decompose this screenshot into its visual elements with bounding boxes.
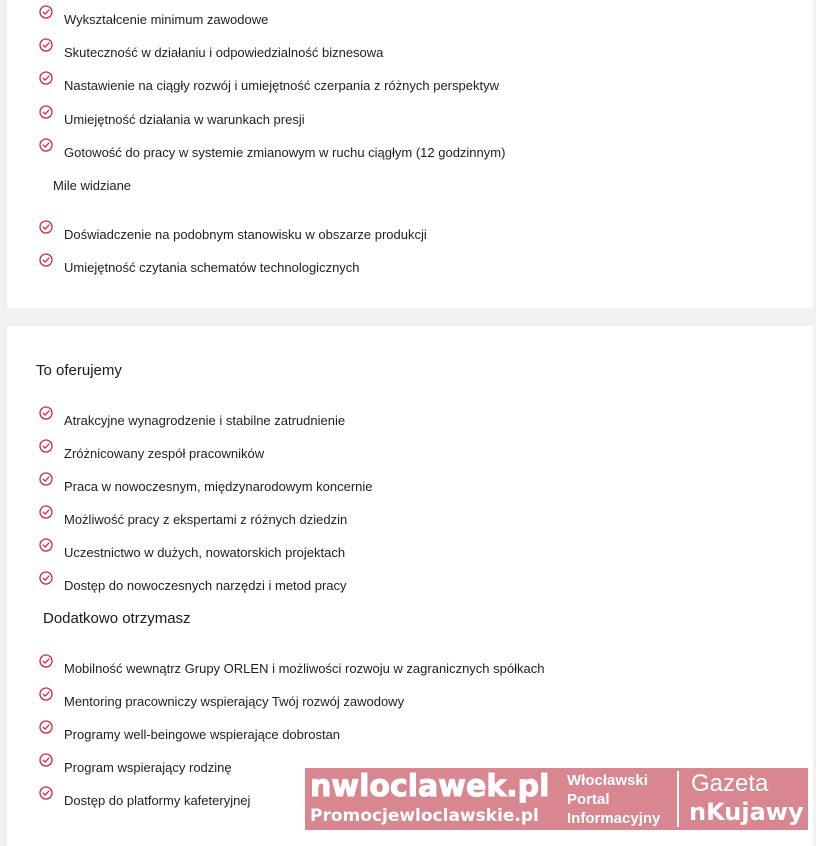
watermark-kujawy: nKujawy bbox=[689, 798, 804, 826]
check-circle-icon bbox=[39, 720, 53, 734]
watermark-portal-line: Informacyjny bbox=[567, 810, 661, 827]
watermark-portal-text bbox=[567, 771, 660, 828]
list-item-text: Dostęp do platformy kafeteryjnej bbox=[64, 793, 251, 808]
check-circle-icon bbox=[39, 5, 53, 19]
watermark-gazeta: Gazeta bbox=[691, 770, 769, 797]
check-circle-icon bbox=[39, 220, 53, 234]
check-circle-icon bbox=[39, 439, 53, 453]
watermark-site-name: nwloclawek.pl bbox=[310, 769, 550, 804]
watermark-divider bbox=[677, 771, 679, 827]
list-item-text: Nastawienie na ciągły rozwój i umiejętność czerpania z różnych perspektyw bbox=[64, 78, 499, 93]
watermark-portal-line: Portal bbox=[567, 791, 610, 808]
list-item-text: Atrakcyjne wynagrodzenie i stabilne zatrudnienie bbox=[64, 413, 346, 428]
list-item-text: Uczestnictwo w dużych, nowatorskich projektach bbox=[64, 545, 346, 560]
list-item-text: Praca w nowoczesnym, międzynarodowym koncernie bbox=[64, 479, 373, 494]
list-item-text: Zróżnicowany zespół pracowników bbox=[64, 446, 265, 461]
check-circle-icon bbox=[39, 538, 53, 552]
requirements-card bbox=[7, 0, 813, 308]
check-circle-icon bbox=[39, 71, 53, 85]
list-item-text: Umiejętność działania w warunkach presji bbox=[64, 112, 305, 127]
list-item-text: Program wspierający rodzinę bbox=[64, 760, 232, 775]
list-item-text: Umiejętność czytania schematów technologicznych bbox=[64, 260, 360, 275]
site-watermark bbox=[305, 768, 808, 830]
list-item-text: Programy well-beingowe wspierające dobrostan bbox=[64, 727, 341, 742]
check-circle-icon bbox=[39, 687, 53, 701]
list-item-text: Wykształcenie minimum zawodowe bbox=[64, 12, 269, 27]
check-circle-icon bbox=[39, 472, 53, 486]
watermark-portal-line: Włocławski bbox=[567, 772, 648, 789]
check-circle-icon bbox=[39, 505, 53, 519]
check-circle-icon bbox=[39, 753, 53, 767]
offer-section-title: To oferujemy bbox=[36, 362, 122, 379]
list-item-text: Gotowość do pracy w systemie zmianowym w ruchu ciągłym (12 godzinnym) bbox=[64, 145, 506, 160]
check-circle-icon bbox=[39, 105, 53, 119]
check-circle-icon bbox=[39, 138, 53, 152]
check-circle-icon bbox=[39, 253, 53, 267]
nice-to-have-label: Mile widziane bbox=[53, 178, 132, 193]
list-item-text: Możliwość pracy z ekspertami z różnych dziedzin bbox=[64, 512, 348, 527]
check-circle-icon bbox=[39, 786, 53, 800]
list-item-text: Mentoring pracowniczy wspierający Twój rozwój zawodowy bbox=[64, 694, 405, 709]
watermark-promo-site: Promocjewloclawskie.pl bbox=[310, 806, 539, 826]
check-circle-icon bbox=[39, 38, 53, 52]
list-item-text: Doświadczenie na podobnym stanowisku w obszarze produkcji bbox=[64, 227, 427, 242]
check-circle-icon bbox=[39, 406, 53, 420]
list-item-text: Skuteczność w działaniu i odpowiedzialność biznesowa bbox=[64, 45, 384, 60]
list-item-text: Mobilność wewnątrz Grupy ORLEN i możliwości rozwoju w zagranicznych spółkach bbox=[64, 661, 545, 676]
check-circle-icon bbox=[39, 654, 53, 668]
check-circle-icon bbox=[39, 571, 53, 585]
list-item-text: Dostęp do nowoczesnych narzędzi i metod pracy bbox=[64, 578, 347, 593]
extra-benefits-heading: Dodatkowo otrzymasz bbox=[43, 610, 191, 627]
